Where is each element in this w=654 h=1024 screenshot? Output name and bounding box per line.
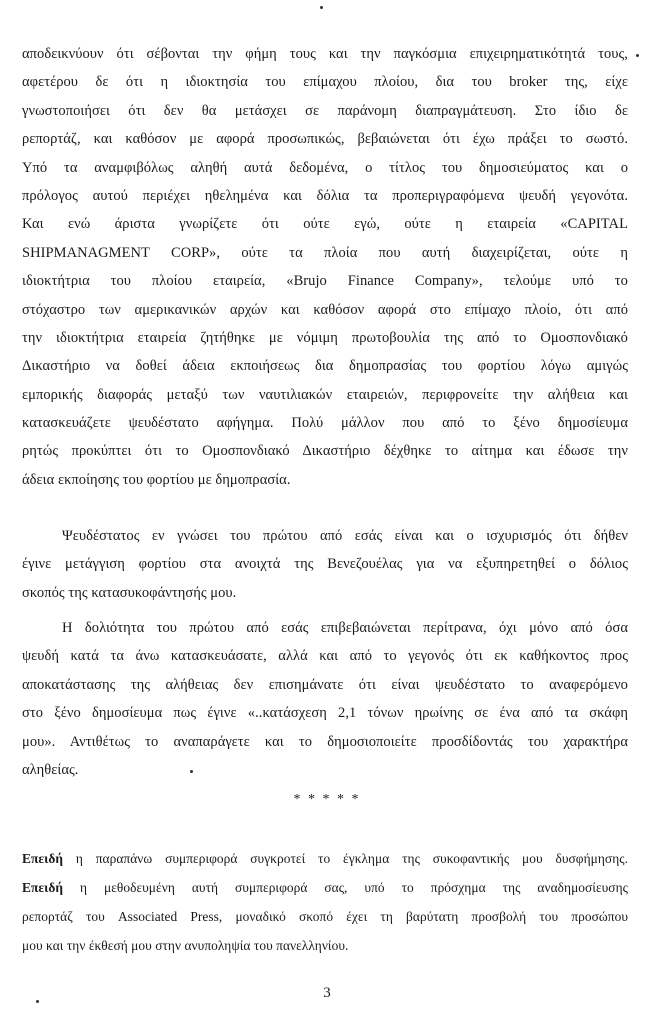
paragraph-1 [22,40,628,494]
text-line: την ιδιοκτήτρια εταιρεία ζητήθηκε με νόμιμη πρωτοβουλία της από το Ομοσπονδιακό [22,329,628,346]
scan-speck [636,54,639,57]
clause-keyword: Επειδή [22,851,63,866]
text-line: ιδιοκτήτρια του πλοίου εταιρεία, «Brujo Finance Company», τελούμε υπό το [22,273,628,290]
text-line: μου». Αντιθέτως το αναπαράγετε και το δημοσιοποιείτε προσδίδοντάς του χαρακτήρα [22,733,628,750]
scan-speck [190,770,193,773]
text-line: ψευδή κατά τα άνω κατασκευάσατε, αλλά και από το γεγονός ότι εκ καθήκοντος προς [22,648,628,665]
text-line: έγινε μετάγγιση φορτίου στα ανοιχτά της Βενεζουέλας για να εξυπηρετηθεί ο δόλιος [22,556,628,573]
text-line: Ψευδέστατος εν γνώσει του πρώτου από εσάς είναι και ο ισχυρισμός ότι δήθεν [62,528,628,544]
text-line: αφετέρου δε ότι η ιδιοκτησία του επίμαχου πλοίου, δια του broker της, είχε [22,74,628,91]
text-line: κατασκευάζετε ψευδέστατο αφήγημα. Πολύ μάλλον που από το ξένο δημοσίευμα [22,415,628,432]
clause-line: ρεπορτάζ του Associated Press, μοναδικό σκοπό έχει τη βαρύτατη προσβολή του προσώπου [22,909,628,924]
scan-speck [36,1000,39,1003]
clause-keyword: Επειδή [22,880,63,895]
text-line: σκοπός της κατασυκοφάντησής μου. [22,584,237,601]
text-line: στο ξένο δημοσίευμα πως έγινε «..κατάσχεση 2,1 τόνων ηρωίνης σε ένα από τα σκάφη [22,705,628,722]
clause-text: η μεθοδευμένη αυτή συμπεριφορά σας, υπό το πρόσχημα της αναδημοσίευσης [79,880,628,895]
paragraph-2 [22,522,628,607]
clauses-section [22,844,628,960]
text-line: ρεπορτάζ, και καθόσον με αφορά προσωπικώς, βεβαιώνεται ότι έχω πράξει το σωστό. [22,131,628,148]
text-line: αποκατάστασης της αλήθειας δεν επισημάνατε ότι είναι ψευδέστατο το αναφερόμενο [22,676,628,693]
scan-speck [320,6,323,9]
clause-line [22,844,628,873]
text-line: αποδεικνύουν ότι σέβονται την φήμη τους και την παγκόσμια επιχειρηματικότητά τους, [22,46,628,62]
clause-line [22,873,628,902]
clause-text: η παραπάνω συμπεριφορά συγκροτεί το έγκλημα της συκοφαντικής μου δυσφήμησης. [75,851,628,866]
text-line: ρητώς προκύπτει ότι το Ομοσπονδιακό Δικαστήριο δέχθηκε το αίτημα και έδωσε την [22,443,628,460]
section-separator: * * * * * [293,792,361,807]
text-line: εμπορικής διαφοράς μεταξύ των ναυτιλιακών εταιρειών, περιφρονείτε την αλήθεια και [22,386,628,403]
text-line: πρόλογος αυτού περιέχει ηθελημένα και δόλια τα προπεριγραφόμενα ψευδή γεγονότα. [22,187,628,204]
text-line: Υπό τα αναμφιβόλως αληθή αυτά δεδομένα, ο τίτλος του δημοσιεύματος και ο [22,159,628,176]
text-line: Δικαστήριο να δοθεί άδεια εκποιήσεως δια δημοπρασίας του φορτίου λόγω αμιγώς [22,358,628,375]
text-line: στόχαστρο των αμερικανικών αρχών και καθόσον αφορά στο επίμαχο πλοίο, ότι από [22,301,628,318]
text-line: γνωστοποιήσει ότι δεν θα μετάσχει σε παράνομη διαπραγμάτευση. Στο ίδιο δε [22,102,628,119]
clause-line: μου και την έκθεσή μου στην ανυποληψία του πανελληνίου. [22,938,349,953]
paragraph-3 [22,614,628,784]
page-number: 3 [323,985,331,1001]
text-line: Η δολιότητα του πρώτου από εσάς επιβεβαιώνεται περίτρανα, όχι μόνο από όσα [62,620,628,636]
text-line: αληθείας. [22,761,79,778]
text-line: άδεια εκποίησης του φορτίου με δημοπρασία. [22,471,291,488]
text-line: SHIPMANAGMENT CORP», ούτε τα πλοία που αυτή διαχειρίζεται, ούτε η [22,244,628,261]
text-line: Και ενώ άριστα γνωρίζετε ότι ούτε εγώ, ούτε η εταιρεία «CAPITAL [22,216,628,233]
